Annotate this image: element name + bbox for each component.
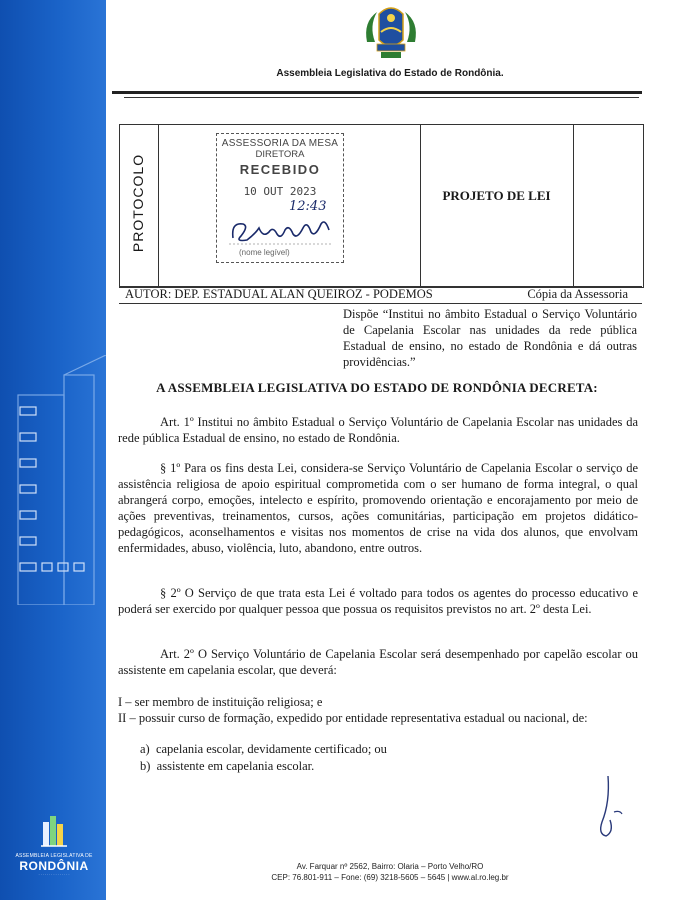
copy-note: Cópia da Assessoria (527, 287, 628, 301)
author-line: AUTOR: DEP. ESTADUAL ALAN QUEIROZ - PODEMOS (125, 287, 433, 301)
table-column-divider (420, 125, 421, 286)
header-divider (112, 91, 642, 94)
building-illustration-icon (14, 355, 106, 605)
stamp-signature-caption: (nome legível) (239, 248, 290, 257)
table-column-divider (158, 125, 159, 286)
protocolo-label: PROTOCOLO (130, 153, 146, 253)
sidebar-logo (6, 812, 102, 877)
article-2: Art. 2º O Serviço Voluntário de Capelania Escolar será desempenhado por capelão escolar ou assistente em capelania escolar, que deverá: (118, 647, 638, 677)
ale-ro-logo-icon (39, 812, 69, 848)
footer-address: Av. Farquar nº 2562, Bairro: Olaria – Porto Velho/RO (296, 862, 484, 871)
sidebar-logo-subtitle: · · · · · · · · · · · · · · · (38, 873, 70, 877)
article-2-subitem-b: b) assistente em capelania escolar. (140, 759, 315, 773)
footer-contact: CEP: 76.801-911 – Fone: (69) 3218-5605 – 5645 | www.al.ro.leg.br (271, 873, 509, 882)
stamp-date: 10 OUT 2023 (243, 185, 317, 198)
received-stamp (216, 133, 344, 263)
page-footer (200, 861, 580, 883)
legislative-house-name: Assembleia Legislativa do Estado de Rondônia. (276, 68, 504, 79)
sidebar-logo-top: ASSEMBLEIA LEGISLATIVA DE (15, 853, 93, 859)
initials-signature-icon (590, 772, 626, 844)
table-column-divider (573, 125, 574, 286)
document-type: PROJETO DE LEI (442, 188, 551, 203)
article-1-paragraph-1: § 1º Para os fins desta Lei, considera-se Serviço Voluntário de Capelania Escolar o serviço de assistência religiosa de apoio espiritual comprometida com o ser humano de forma integral, o qual abrangerá corpo, emoções, intelecto e espírito, promovendo orientação e encorajamento por meio de ações preventivas, treinamentos, cursos, ações comunitárias, participação em projetos didático-pedagógicos, aconselhamentos e visitas nos momentos de crise na vida dos alunos, que envolvam enfermidades, abuso, violência, luto, abandono, entre outros. (118, 461, 638, 555)
stamp-time: 12:43 (289, 199, 327, 214)
article-1-paragraph-2: § 2º O Serviço de que trata esta Lei é voltado para todos os agentes do processo educativo e poderá ser exercido por qualquer pessoa que possua os requisitos previstos no art. 2º desta Lei. (118, 586, 638, 616)
handwritten-signature-icon (219, 194, 341, 250)
decree-heading: A ASSEMBLEIA LEGISLATIVA DO ESTADO DE RONDÔNIA DECRETA: (156, 380, 598, 395)
article-2-item-i: I – ser membro de instituição religiosa; e (118, 695, 323, 709)
left-sidebar-band (0, 0, 106, 900)
bill-summary: Dispõe “Institui no âmbito Estadual o Serviço Voluntário de Capelania Escolar nas unidades da rede pública Estadual de ensino, no estado de Rondônia e dá outras providências.” (343, 307, 637, 369)
article-1: Art. 1º Institui no âmbito Estadual o Serviço Voluntário de Capelania Escolar nas unidades da rede pública Estadual de ensino, no estado de Rondônia. (118, 415, 638, 445)
stamp-received: RECEBIDO (239, 162, 321, 177)
article-2-item-ii: II – possuir curso de formação, expedido por entidade representativa estadual ou nacional, de: (118, 711, 588, 725)
table-top-rule (124, 97, 639, 98)
article-2-subitem-a: a) capelania escolar, devidamente certificado; ou (140, 742, 387, 756)
rondonia-coat-of-arms-icon (357, 2, 425, 60)
stamp-office: ASSESSORIA DA MESA (221, 138, 339, 149)
author-row (119, 286, 642, 304)
protocol-table (119, 124, 644, 288)
stamp-department: DIRETORA (255, 149, 305, 160)
sidebar-logo-name: RONDÔNIA (19, 859, 89, 873)
